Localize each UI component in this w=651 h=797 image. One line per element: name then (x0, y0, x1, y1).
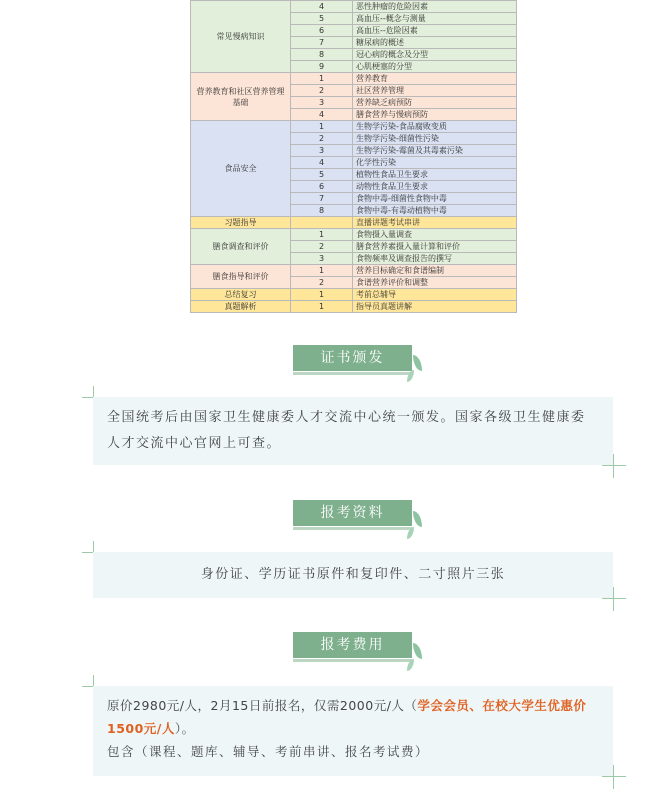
lesson-topic-cell: 社区营养管理 (353, 85, 517, 97)
fees-box (93, 686, 613, 776)
table-row (191, 289, 517, 301)
lesson-number-cell: 2 (291, 241, 353, 253)
lesson-topic-cell: 生物学污染-霉菌及其毒素污染 (353, 145, 517, 157)
materials-box (93, 552, 613, 598)
module-cell: 常见慢病知识 (191, 1, 291, 73)
fees-includes-text: 包含（课程、题库、辅导、考前串讲、报名考试费） (107, 744, 430, 759)
fees-price-text: 原价2980元/人，2月15日前报名，仅需2000元/人（ (107, 698, 418, 713)
fees-heading: 报考费用 (293, 632, 412, 658)
corner-cross-decoration (613, 765, 614, 789)
corner-cross-decoration (613, 454, 614, 478)
lesson-topic-cell: 动物性食品卫生要求 (353, 181, 517, 193)
lesson-number-cell: 4 (291, 157, 353, 169)
fees-price-line (107, 694, 599, 740)
module-cell: 总结复习 (191, 289, 291, 301)
lesson-number-cell: 7 (291, 193, 353, 205)
lesson-number-cell: 7 (291, 37, 353, 49)
module-cell: 习题指导 (191, 217, 291, 229)
lesson-topic-cell: 生物学污染-食品腐败变质 (353, 121, 517, 133)
fees-discount-highlight: 学会会员、在校大学生优惠价1500元/人 (107, 698, 587, 736)
lesson-number-cell: 1 (291, 301, 353, 313)
lesson-topic-cell: 食物中毒-细菌性食物中毒 (353, 193, 517, 205)
table-row (191, 229, 517, 241)
syllabus-table (190, 0, 517, 313)
certificate-heading: 证书颁发 (293, 345, 412, 371)
lesson-number-cell: 3 (291, 253, 353, 265)
lesson-topic-cell: 高血压--危险因素 (353, 25, 517, 37)
lesson-number-cell: 1 (291, 229, 353, 241)
syllabus-table-body (191, 1, 517, 313)
lesson-topic-cell: 直播讲题考试串讲 (353, 217, 517, 229)
lesson-number-cell: 6 (291, 181, 353, 193)
lesson-number-cell: 1 (291, 289, 353, 301)
lesson-topic-cell: 心肌梗塞的分型 (353, 61, 517, 73)
lesson-number-cell: 1 (291, 265, 353, 277)
lesson-topic-cell: 食物频率及调查报告的撰写 (353, 253, 517, 265)
lesson-topic-cell: 膳食营养与慢病预防 (353, 109, 517, 121)
lesson-topic-cell: 植物性食品卫生要求 (353, 169, 517, 181)
lesson-topic-cell: 食物摄入量调查 (353, 229, 517, 241)
lesson-topic-cell: 冠心病的概念及分型 (353, 49, 517, 61)
materials-heading: 报考资料 (293, 500, 412, 526)
corner-cross-decoration (602, 598, 626, 599)
leaf-decoration-icon (413, 643, 422, 659)
lesson-number-cell: 5 (291, 169, 353, 181)
module-cell: 真题解析 (191, 301, 291, 313)
lesson-number-cell: 9 (291, 61, 353, 73)
leaf-decoration-icon (413, 511, 422, 527)
table-row (191, 217, 517, 229)
lesson-number-cell: 1 (291, 121, 353, 133)
certificate-text: 全国统考后由国家卫生健康委人才交流中心统一颁发。国家各级卫生健康委人才交流中心官网上可查。 (107, 410, 586, 451)
lesson-topic-cell: 膳食营养素摄入量计算和评价 (353, 241, 517, 253)
lesson-topic-cell: 营养缺乏病预防 (353, 97, 517, 109)
lesson-number-cell: 3 (291, 145, 353, 157)
lesson-topic-cell: 营养教育 (353, 73, 517, 85)
table-row (191, 73, 517, 85)
lesson-number-cell: 2 (291, 133, 353, 145)
lesson-topic-cell: 化学性污染 (353, 157, 517, 169)
lesson-number-cell: 4 (291, 1, 353, 13)
lesson-number-cell (291, 217, 353, 229)
lesson-topic-cell: 高血压--概念与测量 (353, 13, 517, 25)
lesson-topic-cell: 指导员真题讲解 (353, 301, 517, 313)
lesson-number-cell: 8 (291, 49, 353, 61)
corner-cross-decoration (602, 776, 626, 777)
materials-text: 身份证、学历证书原件和复印件、二寸照片三张 (200, 567, 506, 582)
lesson-topic-cell: 食谱营养评价和调整 (353, 277, 517, 289)
lesson-topic-cell: 糖尿病的概述 (353, 37, 517, 49)
lesson-topic-cell: 生物学污染-细菌性污染 (353, 133, 517, 145)
fees-price-suffix: ）。 (174, 721, 195, 736)
table-row (191, 265, 517, 277)
lesson-topic-cell: 食物中毒-有毒动植物中毒 (353, 205, 517, 217)
lesson-number-cell: 5 (291, 13, 353, 25)
lesson-topic-cell: 考前总辅导 (353, 289, 517, 301)
lesson-number-cell: 2 (291, 85, 353, 97)
module-cell: 膳食指导和评价 (191, 265, 291, 289)
lesson-number-cell: 3 (291, 97, 353, 109)
module-cell: 营养教育和社区营养管理基础 (191, 73, 291, 121)
lesson-number-cell: 2 (291, 277, 353, 289)
lesson-number-cell: 8 (291, 205, 353, 217)
table-row (191, 121, 517, 133)
lesson-number-cell: 6 (291, 25, 353, 37)
lesson-topic-cell: 营养目标确定和食谱编制 (353, 265, 517, 277)
corner-cross-decoration (613, 587, 614, 611)
module-cell: 食品安全 (191, 121, 291, 217)
lesson-number-cell: 1 (291, 73, 353, 85)
table-row (191, 301, 517, 313)
lesson-topic-cell: 恶性肿瘤的危险因素 (353, 1, 517, 13)
table-row (191, 1, 517, 13)
leaf-decoration-icon (413, 355, 422, 371)
certificate-box (93, 397, 613, 465)
lesson-number-cell: 4 (291, 109, 353, 121)
corner-cross-decoration (602, 465, 626, 466)
module-cell: 膳食调查和评价 (191, 229, 291, 265)
